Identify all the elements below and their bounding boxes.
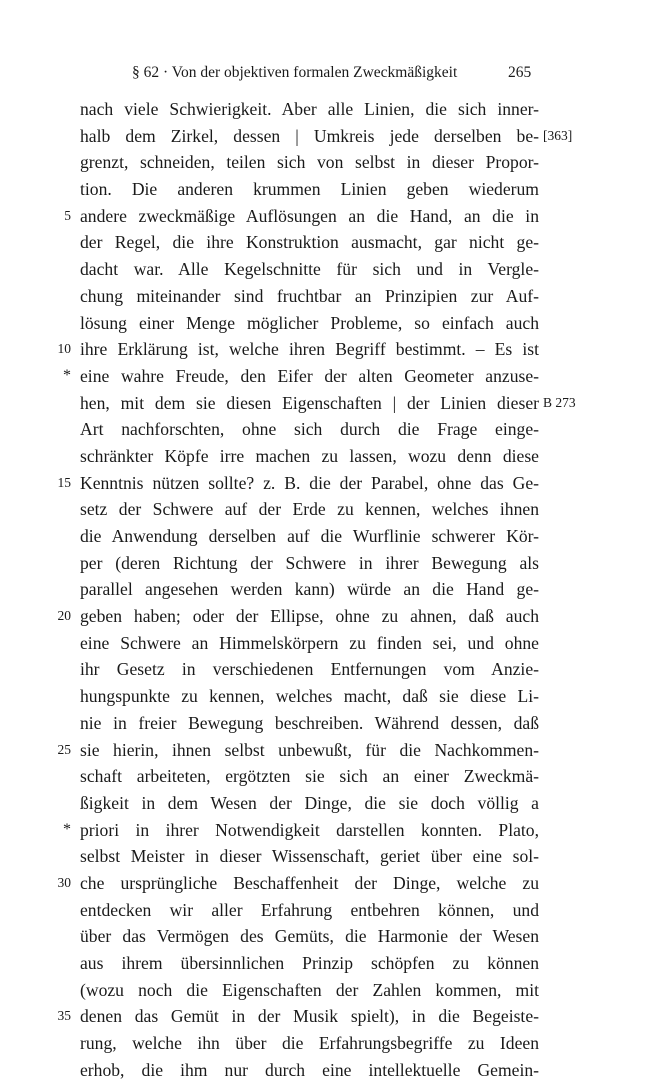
line-number: 5	[64, 207, 71, 223]
text-line	[80, 496, 539, 523]
line-text: ßigkeit in dem Wesen der Dinge, die sie doch völlig a	[80, 792, 539, 813]
line-text: erhob, die ihm nur durch eine intellektuelle Gemein-	[80, 1059, 539, 1080]
line-text: (wozu noch die Eigenschaften der Zahlen kommen, mit	[80, 979, 539, 1000]
text-line	[80, 550, 539, 577]
text-line	[80, 96, 539, 123]
line-text: schränkter Köpfe irre machen zu lassen, wozu denn diese	[80, 445, 539, 466]
text-line	[80, 977, 539, 1004]
line-text: hen, mit dem sie diesen Eigenschaften | der Linien dieser	[80, 392, 539, 413]
text-line	[57, 870, 539, 897]
text-line	[80, 843, 539, 870]
text-line	[80, 149, 539, 176]
text-line	[80, 1057, 539, 1083]
text-line	[80, 390, 576, 417]
text-line	[57, 737, 539, 764]
line-text: hungspunkte zu kennen, welches macht, daß sie diese Li-	[80, 686, 539, 707]
line-text: priori in ihrer Notwendigkeit darstellen konnten. Plato,	[80, 819, 539, 840]
line-text: Art nachforschten, ohne sich durch die Frage einge-	[80, 419, 539, 440]
text-line	[80, 229, 539, 256]
line-text: parallel angesehen werden kann) würde an die Hand ge-	[80, 579, 539, 600]
text-line	[80, 176, 539, 203]
margin-asterisk: *	[63, 366, 71, 384]
line-text: nie in freier Bewegung beschreiben. Während dessen, daß	[80, 712, 539, 733]
text-line	[80, 283, 539, 310]
body-text	[57, 96, 576, 1083]
margin-reference: [363]	[543, 127, 573, 143]
line-text: chung miteinander sind fruchtbar an Prinzipien zur Auf-	[80, 285, 539, 306]
line-text: geben haben; oder der Ellipse, ohne zu ahnen, daß auch	[80, 606, 539, 627]
line-text: che ursprüngliche Beschaffenheit der Dinge, welche zu	[80, 872, 539, 893]
text-line	[80, 310, 539, 337]
line-text: der Regel, die ihre Konstruktion ausmacht, gar nicht ge-	[80, 232, 539, 253]
text-line	[80, 123, 573, 150]
text-line	[63, 363, 539, 390]
text-line	[80, 763, 539, 790]
text-line	[80, 630, 539, 657]
text-line	[57, 1003, 539, 1030]
line-text: halb dem Zirkel, dessen | Umkreis jede derselben be-	[80, 125, 539, 146]
text-line	[64, 203, 539, 230]
text-line	[80, 897, 539, 924]
line-text: ihre Erklärung ist, welche ihren Begriff bestimmt. – Es ist	[80, 339, 539, 360]
line-text: entdecken wir aller Erfahrung entbehren können, und	[80, 899, 539, 920]
line-text: sie hierin, ihnen selbst unbewußt, für die Nachkommen-	[80, 739, 539, 760]
line-number: 25	[57, 741, 71, 757]
line-text: grenzt, schneiden, teilen sich von selbst in dieser Propor-	[80, 152, 539, 173]
text-line	[63, 817, 539, 844]
line-text: andere zweckmäßige Auflösungen an die Hand, an die in	[80, 205, 539, 226]
text-line	[80, 1030, 539, 1057]
text-line	[80, 710, 539, 737]
running-title: § 62 · Von der objektiven formalen Zweckmäßigkeit	[132, 64, 458, 81]
text-line	[80, 256, 539, 283]
line-text: rung, welche ihn über die Erfahrungsbegriffe zu Ideen	[80, 1033, 539, 1054]
text-line	[57, 603, 539, 630]
text-line	[80, 923, 539, 950]
line-text: per (deren Richtung der Schwere in ihrer Bewegung als	[80, 552, 539, 573]
line-text: eine wahre Freude, den Eifer der alten Geometer anzuse-	[80, 365, 539, 386]
text-line	[57, 470, 539, 497]
running-header	[0, 64, 650, 86]
line-text: aus ihrem übersinnlichen Prinzip schöpfen zu können	[80, 953, 539, 973]
line-number: 30	[57, 874, 71, 890]
line-number: 35	[57, 1008, 71, 1024]
line-number: 10	[57, 341, 71, 357]
text-line	[80, 576, 539, 603]
line-text: über das Vermögen des Gemüts, die Harmonie der Wesen	[80, 926, 539, 947]
line-text: tion. Die anderen krummen Linien geben wiederum	[80, 179, 539, 200]
line-text: nach viele Schwierigkeit. Aber alle Linien, die sich inner-	[80, 99, 539, 119]
text-line	[57, 336, 539, 363]
text-line	[80, 416, 539, 443]
text-line	[80, 950, 539, 977]
line-number: 15	[57, 474, 71, 490]
line-text: die Anwendung derselben auf die Wurflinie schwerer Kör-	[80, 526, 539, 546]
text-line	[80, 443, 539, 470]
margin-reference: B 273	[543, 394, 576, 410]
line-text: eine Schwere an Himmelskörpern zu finden sei, und ohne	[80, 632, 539, 653]
text-line	[80, 790, 539, 817]
line-text: ihr Gesetz in verschiedenen Entfernungen vom Anzie-	[80, 659, 539, 680]
line-text: dacht war. Alle Kegelschnitte für sich und in Vergle-	[80, 259, 539, 280]
line-text: selbst Meister in dieser Wissenschaft, geriet über eine sol-	[80, 846, 539, 867]
line-text: Kenntnis nützen sollte? z. B. die der Parabel, ohne das Ge-	[80, 472, 539, 493]
line-text: lösung einer Menge möglicher Probleme, so einfach auch	[80, 312, 539, 333]
text-line	[80, 656, 539, 683]
page-number: 265	[508, 64, 532, 81]
margin-asterisk: *	[63, 820, 71, 838]
text-line	[80, 683, 539, 710]
line-number: 20	[57, 608, 71, 624]
line-text: denen das Gemüt in der Musik spielt), in die Begeiste-	[80, 1006, 539, 1027]
line-text: schaft arbeiteten, ergötzten sie sich an einer Zweckmä-	[80, 766, 539, 787]
line-text: setz der Schwere auf der Erde zu kennen, welches ihnen	[80, 499, 539, 520]
text-line	[80, 523, 539, 550]
